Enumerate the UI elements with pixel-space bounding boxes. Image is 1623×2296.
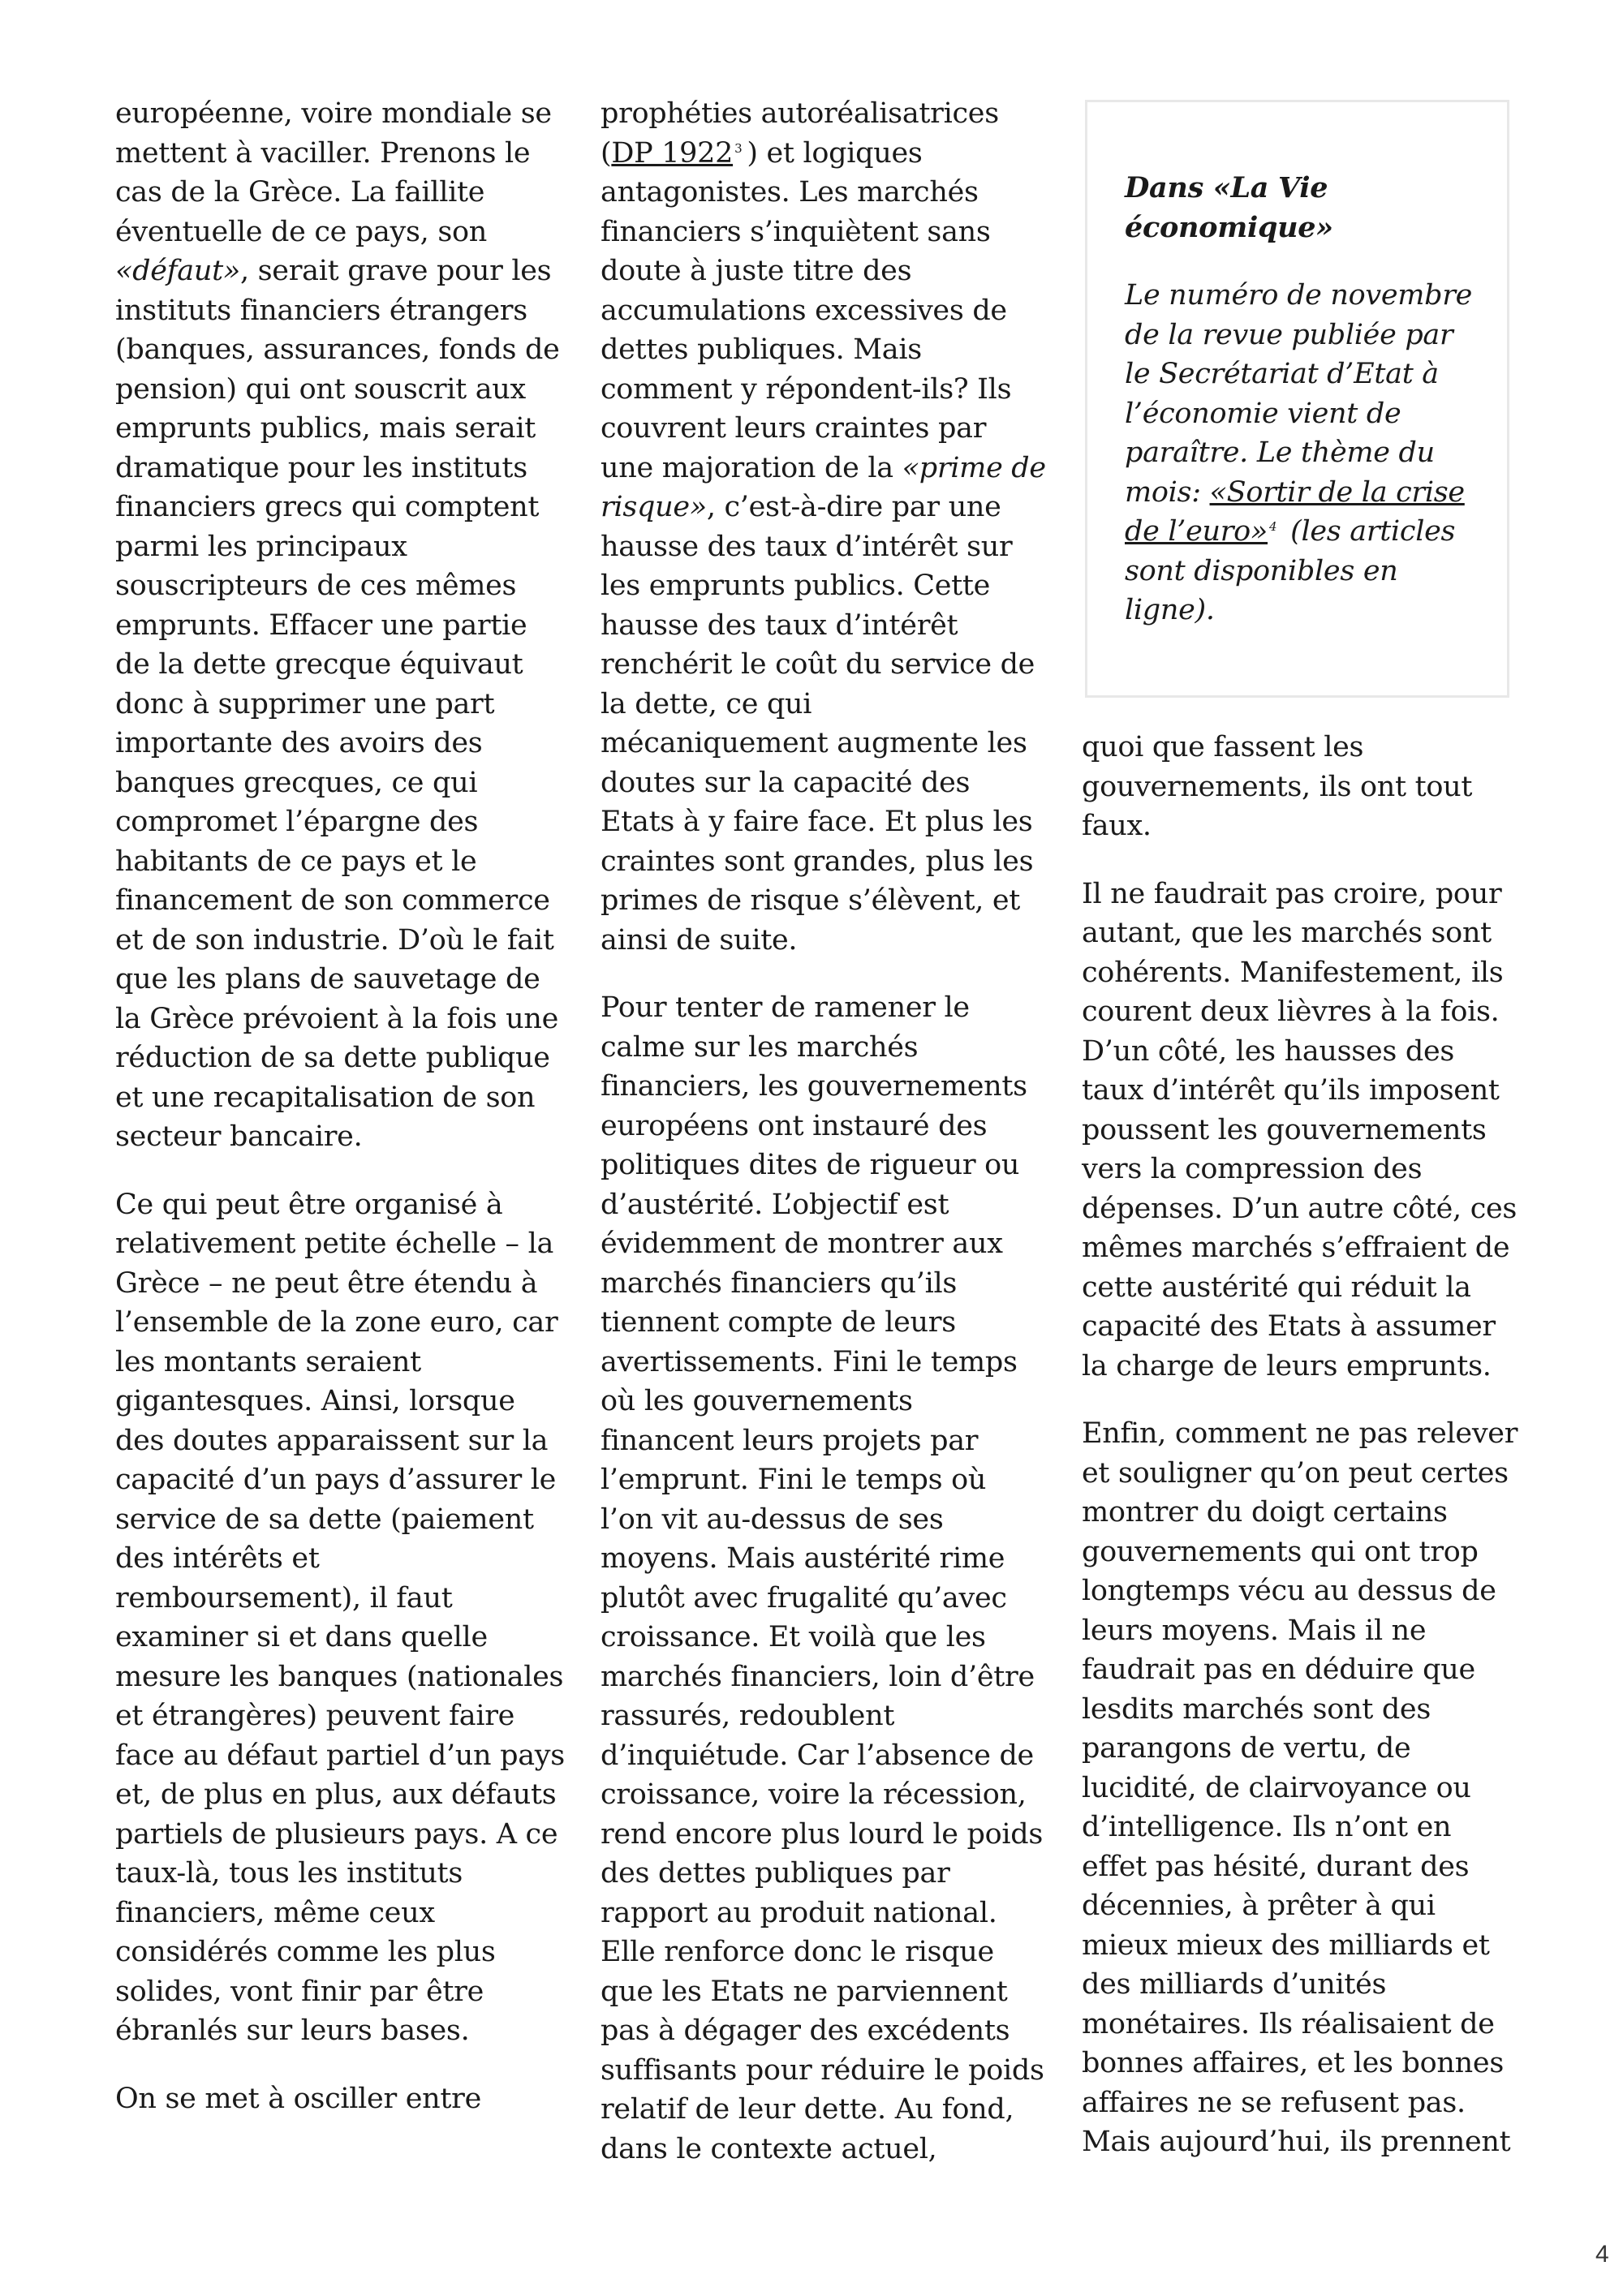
sidebar-body xyxy=(1125,276,1474,630)
text-run: prophéties autoréalisatrices ( xyxy=(601,97,999,170)
paragraph xyxy=(115,94,570,1157)
footnote-marker: 3 xyxy=(734,140,743,156)
paragraph: Ce qui peut être organisé à relativement petite échelle – la Grèce – ne peut être étendu à l’ensemble de la zone euro, car les montants seraient gigantesques. Ainsi, lorsque des doutes apparaissent sur la capacité d’un pays d’assurer le service de sa dette (paiement des intérêts et remboursement), il faut examiner si et dans quelle mesure les banques (nationales et étrangères) peuvent faire face au défaut partiel d’un pays et, de plus en plus, aux défauts partiels de plusieurs pays. A ce taux-là, tous les instituts financiers, même ceux considérés comme les plus solides, vont finir par être ébranlés sur leurs bases. xyxy=(115,1188,565,2047)
emphasis-defaut: «défaut» xyxy=(115,255,240,287)
text-run: , serait grave pour les instituts financiers étrangers (banques, assurances, fonds de pension) qui ont souscrit aux emprunts publics, mais serait dramatique pour les instituts financiers grecs qui comptent parmi les principaux souscripteurs de ces mêmes emprunts. Effacer une partie de la dette grecque équivaut donc à supprimer une part importante des avoirs des banques grecques, ce qui compromet l’épargne des habitants de ce pays et le financement de son commerce et de son industrie. D’où le fait que les plans de sauvetage de la Grèce prévoient à la fois une réduction de sa dette publique et une recapitalisation de son secteur bancaire. xyxy=(115,255,560,1153)
paragraph: Pour tenter de ramener le calme sur les marchés financiers, les gouvernements européens ont instauré des politiques dites de rigueur ou d’austérité. L’objectif est évidemment de montrer aux marchés financiers qu’ils tiennent compte de leurs avertissements. Fini le temps où les gouvernements financent leurs projets par l’emprunt. Fini le temps où l’on vit au-dessus de ses moyens. Mais austérité rime plutôt avec frugalité qu’avec croissance. Et voilà que les marchés financiers, loin d’être rassurés, redoublent d’inquiétude. Car l’absence de croissance, voire la récession, rend encore plus lourd le poids des dettes publiques par rapport au produit national. Elle renforce donc le risque que les Etats ne parviennent pas à dégager des excédents suffisants pour réduire le poids relatif de leur dette. Au fond, dans le contexte actuel, xyxy=(601,991,1044,2165)
sidebar-title: Dans «La Vie économique» xyxy=(1125,171,1333,244)
paragraph: On se met à osciller entre xyxy=(115,2082,481,2115)
article-column-2 xyxy=(601,94,1047,2169)
paragraph xyxy=(601,94,1047,960)
paragraph: Enfin, comment ne pas relever et souligner qu’on peut certes montrer du doigt certains gouvernements qui ont trop longtemps vécu au dessus de leurs moyens. Mais il ne faudrait pas en déduire que lesdits marchés sont des parangons de vertu, de lucidité, de clairvoyance ou d’intelligence. Ils n’ont en effet pas hésité, durant des décennies, à prêter à qui mieux mieux des milliards et des milliards d’unités monétaires. Ils réalisaient de bonnes affaires, et les bonnes affaires ne se refusent pas. Mais aujourd’hui, ils prennent xyxy=(1082,1417,1518,2158)
paragraph: Il ne faudrait pas croire, pour autant, que les marchés sont cohérents. Manifestement, ils courent deux lièvres à la fois. D’un côté, les hausses des taux d’intérêt qu’ils imposent poussent les gouvernements vers la compression des dépenses. D’un autre côté, ces mêmes marchés s’effraient de cette austérité qui réduit la capacité des Etats à assumer la charge de leurs emprunts. xyxy=(1082,877,1518,1382)
article-column-3 xyxy=(1082,728,1520,2162)
text-run: ) et logiques antagonistes. Les marchés financiers s’inquiètent sans doute à juste titre des accumulations excessives de dettes publiques. Mais comment y répondent-ils? Ils couvrent leurs craintes par une majoration de la xyxy=(601,136,1012,484)
footnote-marker: 4 xyxy=(1269,519,1277,534)
text-run: (les articles sont disponibles en ligne). xyxy=(1125,515,1456,626)
text-run: Le numéro de novembre de la revue publiée par le Secrétariat d’Etat à l’économie vient de paraître. Le thème du mois: xyxy=(1125,279,1473,509)
link-dp-1922[interactable]: DP 1922 xyxy=(611,136,734,170)
paragraph: quoi que fassent les gouvernements, ils ont tout faux. xyxy=(1082,731,1473,842)
page-number: 4 xyxy=(1595,2241,1609,2268)
emphasis-prime-de-risque: «prime de risque» xyxy=(601,451,1046,523)
article-column-1 xyxy=(115,94,570,2118)
text-run: européenne, voire mondiale se mettent à vaciller. Prenons le cas de la Grèce. La faillite éventuelle de ce pays, son xyxy=(115,97,552,248)
link-sortir-de-la-crise[interactable]: «Sortir de la crise de l’euro» xyxy=(1125,475,1465,548)
text-run: , c’est-à-dire par une hausse des taux d’intérêt sur les emprunts publics. Cette hausse des taux d’intérêt renchérit le coût du service de la dette, ce qui mécaniquement augmente les doutes sur la capacité des Etats à y faire face. Et plus les craintes sont grandes, plus les primes de risque s’élèvent, et ainsi de suite. xyxy=(601,491,1035,957)
sidebar-box xyxy=(1085,100,1509,698)
